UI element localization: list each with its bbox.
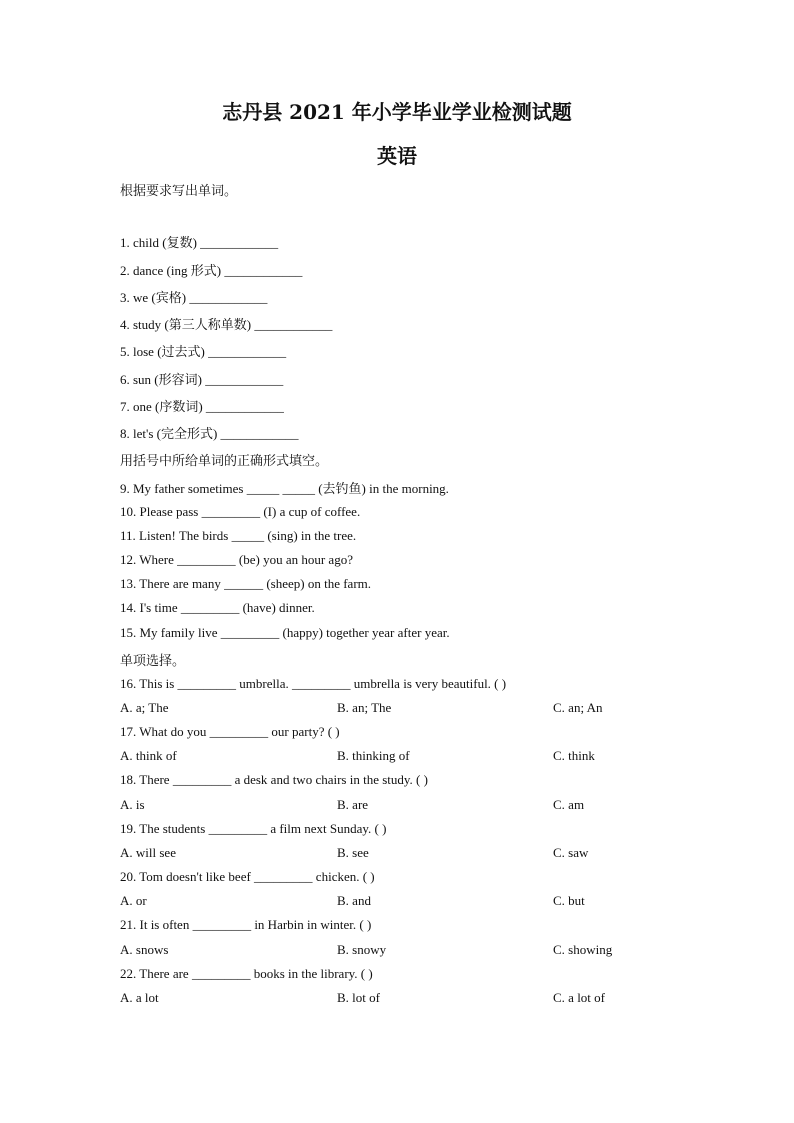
question-22: 22. There are _________ books in the library. ( ) bbox=[120, 966, 373, 981]
option-c: C. an; An bbox=[553, 700, 603, 715]
question-12: 12. Where _________ (be) you an hour ago? bbox=[120, 552, 353, 567]
option-b: B. snowy bbox=[337, 942, 387, 957]
question-20: 20. Tom doesn't like beef _________ chicken. ( ) bbox=[120, 869, 375, 884]
option-c: C. saw bbox=[553, 845, 589, 860]
question-4: 4. study (第三人称单数) ____________ bbox=[120, 317, 333, 332]
option-c: C. am bbox=[553, 797, 585, 812]
question-15: 15. My family live _________ (happy) together year after year. bbox=[120, 625, 450, 640]
question-1: 1. child (复数) ____________ bbox=[120, 235, 279, 250]
option-c: C. think bbox=[553, 748, 595, 763]
question-5: 5. lose (过去式) ____________ bbox=[120, 344, 287, 359]
question-3: 3. we (宾格) ____________ bbox=[120, 290, 268, 305]
option-b: B. lot of bbox=[337, 990, 380, 1005]
option-a: A. a; The bbox=[120, 700, 169, 715]
option-a: A. or bbox=[120, 893, 147, 908]
question-13: 13. There are many ______ (sheep) on the farm. bbox=[120, 576, 372, 591]
question-8: 8. let's (完全形式) ____________ bbox=[120, 426, 299, 441]
option-b: B. are bbox=[337, 797, 369, 812]
option-b: B. and bbox=[337, 893, 371, 908]
option-a: A. will see bbox=[120, 845, 176, 860]
option-b: B. thinking of bbox=[337, 748, 410, 763]
option-b: B. an; The bbox=[337, 700, 392, 715]
question-10: 10. Please pass _________ (I) a cup of coffee. bbox=[120, 504, 361, 519]
question-11: 11. Listen! The birds _____ (sing) in the tree. bbox=[120, 528, 357, 543]
question-6: 6. sun (形容词) ____________ bbox=[120, 372, 284, 387]
question-21: 21. It is often _________ in Harbin in winter. ( ) bbox=[120, 917, 372, 932]
option-a: A. snows bbox=[120, 942, 169, 957]
section-heading: 用括号中所给单词的正确形式填空。 bbox=[120, 454, 329, 469]
section-heading: 根据要求写出单词。 bbox=[120, 184, 238, 199]
question-14: 14. I's time _________ (have) dinner. bbox=[120, 600, 315, 615]
option-c: C. a lot of bbox=[553, 990, 605, 1005]
option-b: B. see bbox=[337, 845, 369, 860]
question-7: 7. one (序数词) ____________ bbox=[120, 399, 284, 414]
section-heading: 单项选择。 bbox=[120, 654, 186, 669]
subject-title: 英语 bbox=[377, 144, 417, 168]
option-a: A. think of bbox=[120, 748, 177, 763]
question-2: 2. dance (ing 形式) ____________ bbox=[120, 263, 303, 278]
option-a: A. a lot bbox=[120, 990, 159, 1005]
option-c: C. but bbox=[553, 893, 585, 908]
question-18: 18. There _________ a desk and two chairs in the study. ( ) bbox=[120, 772, 428, 787]
question-16: 16. This is _________ umbrella. _________ umbrella is very beautiful. ( ) bbox=[120, 676, 507, 691]
question-9: 9. My father sometimes _____ _____ (去钓鱼) in the morning. bbox=[120, 481, 449, 496]
option-a: A. is bbox=[120, 797, 145, 812]
page-title: 志丹县 2021 年小学毕业学业检测试题 bbox=[222, 100, 572, 124]
question-17: 17. What do you _________ our party? ( ) bbox=[120, 724, 340, 739]
option-c: C. showing bbox=[553, 942, 613, 957]
question-19: 19. The students _________ a film next Sunday. ( ) bbox=[120, 821, 387, 836]
